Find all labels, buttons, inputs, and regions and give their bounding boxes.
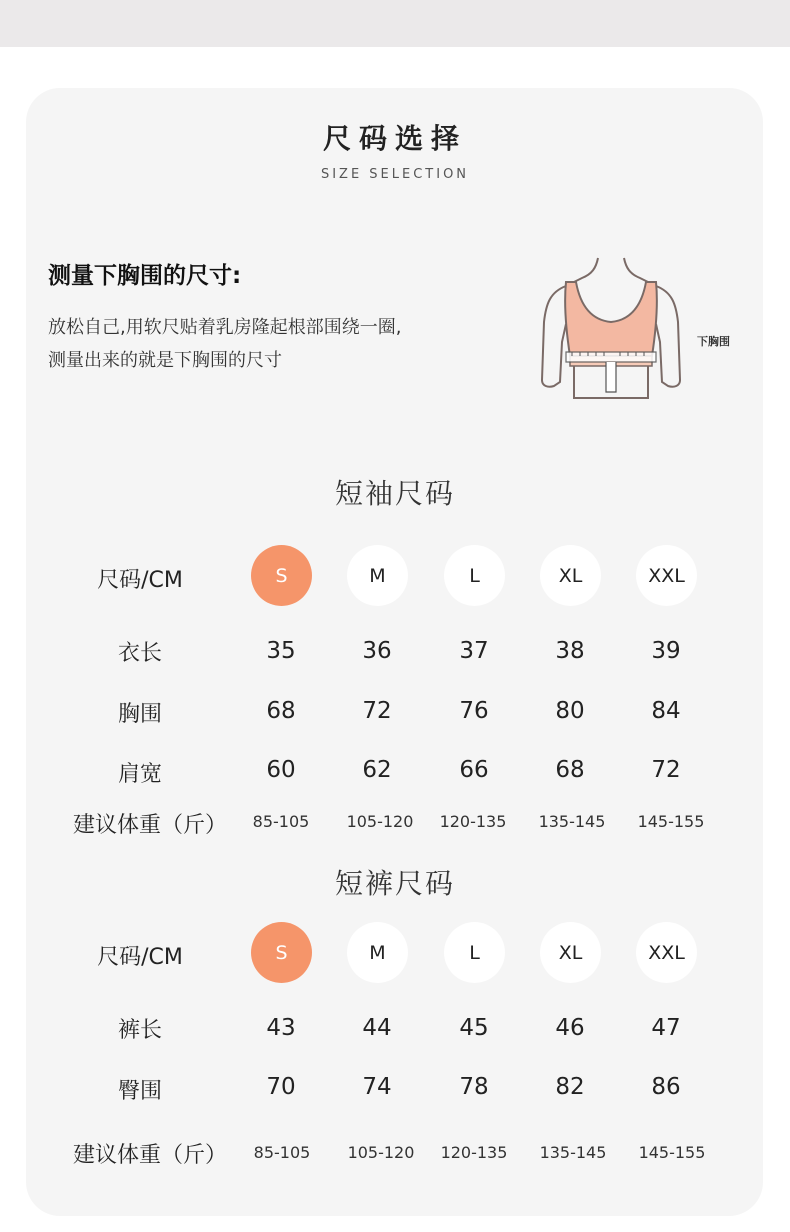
table-cell: 105-120 xyxy=(347,1143,415,1162)
table-cell: 38 xyxy=(555,638,585,664)
table-cell: 85-105 xyxy=(252,812,310,831)
top-size-xl-button[interactable]: XL xyxy=(540,545,601,606)
table-cell: 86 xyxy=(651,1074,681,1100)
bra-measurement-illustration-icon xyxy=(536,252,686,402)
table-cell: 45 xyxy=(459,1015,489,1041)
table-cell: 35 xyxy=(266,638,296,664)
bottom-size-m-button[interactable]: M xyxy=(347,922,408,983)
table-cell: 36 xyxy=(362,638,392,664)
table-cell: 66 xyxy=(459,757,489,783)
top-size-l-button[interactable]: L xyxy=(444,545,505,606)
table-cell: 85-105 xyxy=(253,1143,311,1162)
measure-line-2: 测量出来的就是下胸围的尺寸 xyxy=(48,350,282,371)
table-cell: 47 xyxy=(651,1015,681,1041)
table-cell: 72 xyxy=(651,757,681,783)
measure-line-1: 放松自己,用软尺贴着乳房隆起根部围绕一圈, xyxy=(48,317,402,338)
bottom-size-title: 短裤尺码 xyxy=(334,867,455,900)
bottom-row-label-hip: 臀围 xyxy=(117,1079,162,1104)
table-cell: 70 xyxy=(266,1074,296,1100)
bottom-size-xxl-button[interactable]: XXL xyxy=(636,922,697,983)
table-cell: 84 xyxy=(651,698,681,724)
table-cell: 82 xyxy=(555,1074,585,1100)
table-cell: 68 xyxy=(266,698,296,724)
page-subtitle: SIZE SELECTION xyxy=(320,167,470,182)
top-size-m-button[interactable]: M xyxy=(347,545,408,606)
table-cell: 37 xyxy=(459,638,489,664)
top-row-label-chest: 胸围 xyxy=(117,702,162,727)
bottom-size-s-button[interactable]: S xyxy=(251,922,312,983)
table-cell: 62 xyxy=(362,757,392,783)
top-size-label: 尺码/CM xyxy=(97,568,183,593)
bottom-size-xl-button[interactable]: XL xyxy=(540,922,601,983)
table-cell: 80 xyxy=(555,698,585,724)
table-cell: 60 xyxy=(266,757,296,783)
table-cell: 72 xyxy=(362,698,392,724)
bottom-size-l-button[interactable]: L xyxy=(444,922,505,983)
bottom-size-label: 尺码/CM xyxy=(97,945,183,970)
measure-description xyxy=(48,311,508,377)
table-cell: 120-135 xyxy=(439,812,507,831)
table-cell: 78 xyxy=(459,1074,489,1100)
bottom-row-label-weight: 建议体重（斤） xyxy=(72,1143,227,1168)
table-cell: 46 xyxy=(555,1015,585,1041)
table-cell: 76 xyxy=(459,698,489,724)
top-size-xxl-button[interactable]: XXL xyxy=(636,545,697,606)
table-cell: 135-145 xyxy=(538,812,606,831)
table-cell: 145-155 xyxy=(637,812,705,831)
table-cell: 43 xyxy=(266,1015,296,1041)
table-cell: 68 xyxy=(555,757,585,783)
table-cell: 74 xyxy=(362,1074,392,1100)
top-row-label-length: 衣长 xyxy=(117,641,162,666)
table-cell: 39 xyxy=(651,638,681,664)
page-title: 尺码选择 xyxy=(322,122,467,155)
table-cell: 145-155 xyxy=(638,1143,706,1162)
top-size-title: 短袖尺码 xyxy=(334,477,455,510)
table-cell: 135-145 xyxy=(539,1143,607,1162)
bottom-row-label-length: 裤长 xyxy=(117,1018,162,1043)
top-bar xyxy=(0,0,790,47)
table-cell: 105-120 xyxy=(346,812,414,831)
table-cell: 44 xyxy=(362,1015,392,1041)
top-size-s-button[interactable]: S xyxy=(251,545,312,606)
figure-label: 下胸围 xyxy=(697,335,730,348)
top-row-label-weight: 建议体重（斤） xyxy=(72,813,227,838)
top-row-label-shoulder: 肩宽 xyxy=(117,762,162,787)
table-cell: 120-135 xyxy=(440,1143,508,1162)
measure-heading: 测量下胸围的尺寸: xyxy=(48,263,242,289)
